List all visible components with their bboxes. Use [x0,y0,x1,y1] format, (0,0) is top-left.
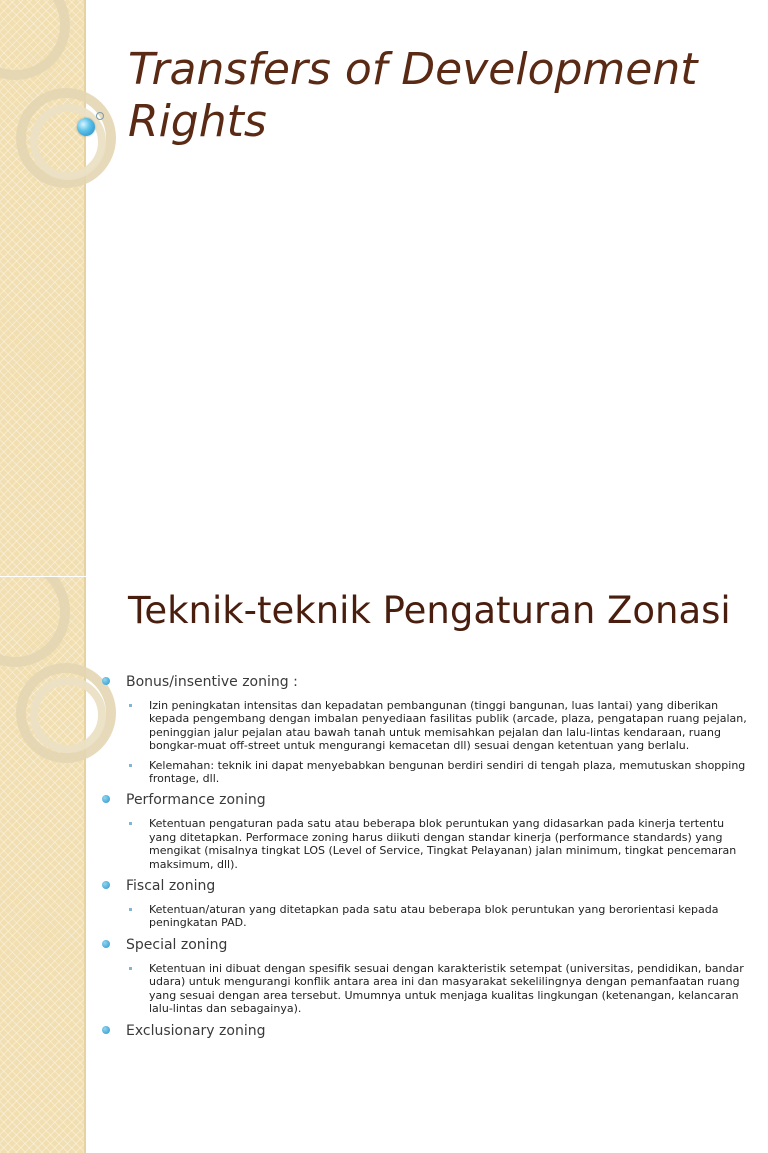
list-item [100,791,750,809]
bullet-label: Exclusionary zoning [126,1022,266,1039]
sub-bullet-text: Ketentuan pengaturan pada satu atau beberapa blok peruntukan yang didasarkan pada kinerja tertentu yang ditetapkan. Performace zoning harus diikuti dengan standar kinerja (performance standards) yang mengikat (misalnya tingkat LOS (Level of Service, Tingkat Pelayanan) jalan minimum, tingkat pencemaran maksimum, dll). [149,817,737,871]
decorative-ring [0,577,70,667]
bullet-icon [102,881,110,889]
sub-bullet-icon [129,704,132,707]
sub-list-item [100,817,750,871]
sub-list-item [100,699,750,753]
sub-list-item [100,903,750,930]
bullet-label: Performance zoning [126,792,266,809]
decorative-ring [30,104,106,180]
sub-bullet-icon [129,967,132,970]
bullet-icon [102,940,110,948]
sub-bullet-icon [129,908,132,911]
bullet-icon [102,677,110,685]
sub-list-item [100,759,750,786]
slide-1 [0,0,768,576]
slide-title: Transfers of Development Rights [128,44,698,147]
list-item [100,877,750,895]
sub-list-item [100,962,750,1016]
decorative-ring [0,0,70,80]
decorative-ring [30,677,106,753]
decorative-strip [0,0,86,576]
bullet-icon [102,1026,110,1034]
list-item [100,1022,750,1040]
bullet-label: Fiscal zoning [126,878,216,895]
sub-bullet-text: Izin peningkatan intensitas dan kepadatan pembangunan (tinggi bangunan, luas lantai) yang diberikan kepada pengembang dengan imbalan penyediaan fasilitas publik (arcade, plaza, pengatapan ruang pejalan, peninggian jalur pejalan atau bawah tanah untuk memisahkan pejalan dan lalu-lintas kendaraan, ruang bongkar-muat off-street untuk mengurangi kemacetan dll) sesuai dengan ketentuan yang berlalu. [149,699,747,753]
list-item [100,936,750,954]
sub-bullet-icon [129,822,132,825]
bead-ring-icon [96,112,104,120]
sub-bullet-text: Ketentuan/aturan yang ditetapkan pada satu atau beberapa blok peruntukan yang berorientasi kepada peningkatan PAD. [149,903,719,930]
list-item [100,673,750,691]
bullet-list [100,673,750,1048]
decorative-strip [0,577,86,1153]
slide-2 [0,577,768,1153]
sub-bullet-icon [129,764,132,767]
slide-title: Teknik-teknik Pengaturan Zonasi [128,589,731,632]
bullet-icon [102,795,110,803]
bead-icon [77,118,95,136]
sub-bullet-text: Kelemahan: teknik ini dapat menyebabkan bengunan berdiri sendiri di tengah plaza, memutuskan shopping frontage, dll. [149,758,746,786]
bullet-label: Special zoning [126,936,228,953]
bullet-label: Bonus/insentive zoning : [126,674,298,690]
sub-bullet-text: Ketentuan ini dibuat dengan spesifik sesuai dengan karakteristik setempat (universitas, pendidikan, bandar udara) untuk mengurangi konflik antara area ini dan masyarakat sekelilingnya dengan pemanfaatan ruang yang sesuai dengan area tersebut. Umumnya untuk menjaga kualitas lingkungan (ketenangan, kelancaran lalu-lintas dan sebagainya). [149,961,744,1016]
